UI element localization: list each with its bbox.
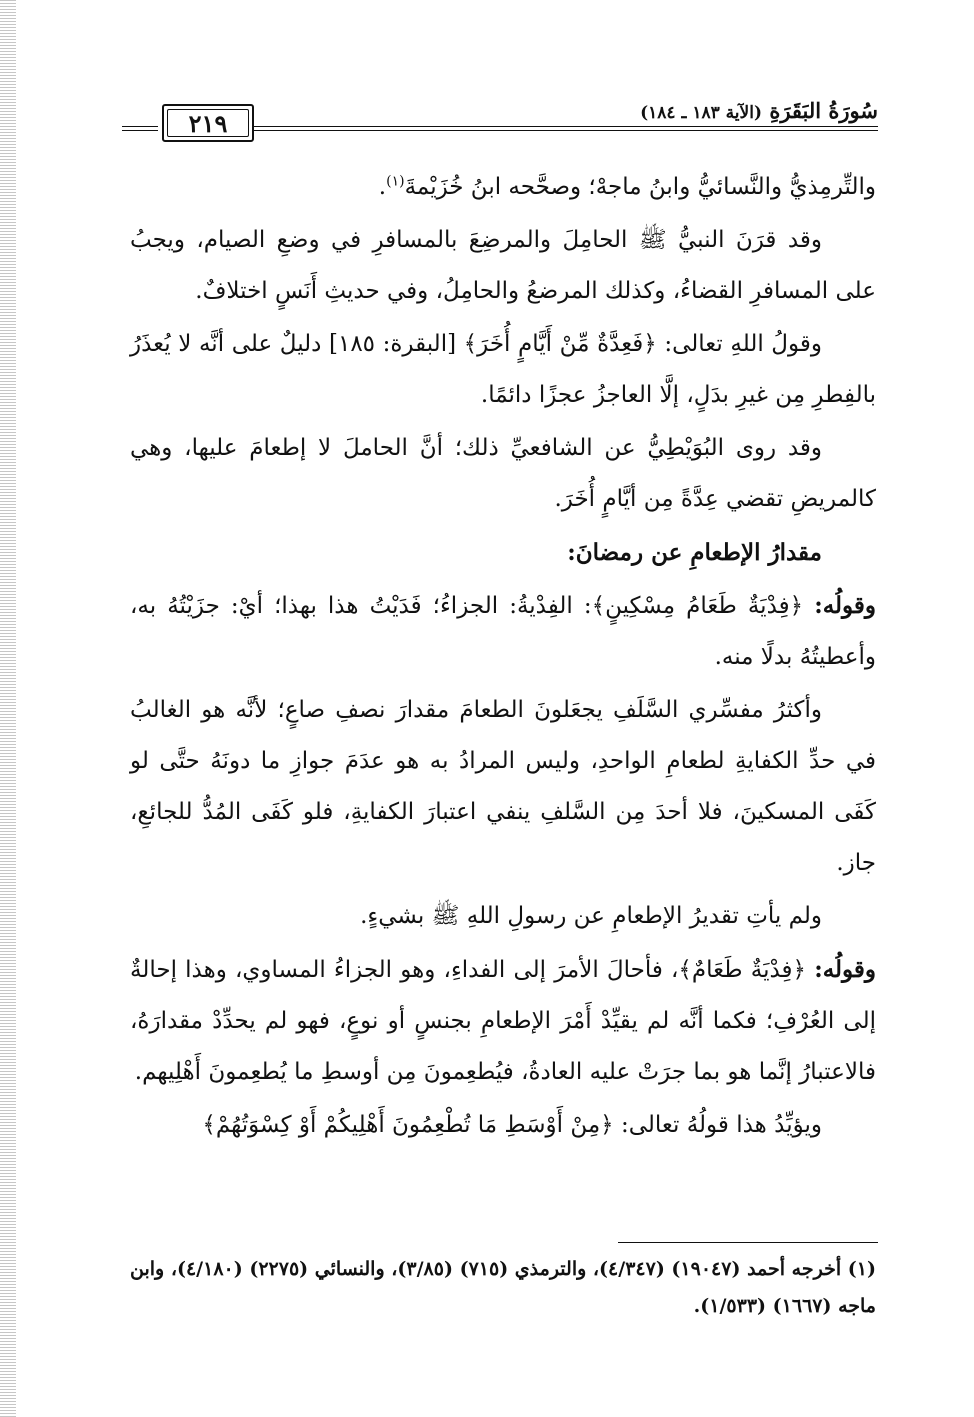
paragraph-5-lead: وقولُه: <box>814 592 877 619</box>
header-rule-top <box>254 126 878 127</box>
paragraph-3: وقولُ اللهِ تعالى: ﴿فَعِدَّةٌ مِّنْ أَيَّامٍ أُخَرَ﴾ [البقرة: ١٨٥] دليلٌ على أنَّه لا يُعذَرُ بالفِطرِ مِن غيرِ بدَلٍ، إلَّا العاجزُ عجزًا دائمًا. <box>130 331 876 408</box>
main-text <box>130 162 876 1151</box>
footnote-marker: (١) <box>386 173 405 190</box>
page-binding-edge <box>0 0 16 1417</box>
paragraph-8-text: ﴿فِدْيَةٌ طَعَامٌ﴾، فأحالَ الأمرَ إلى الفداءِ، وهو الجزاءُ المساوي، وهذا إحالةٌ إلى العُرْفِ؛ فكما أنَّه لم يقيِّدْ أَمْرَ الإطعامِ بجنسٍ أو نوعٍ، فهو لم يحدِّدْ مقدارَهُ، فالاعتبارُ إنَّما هو بما جرَتْ عليه العادةُ، فيُطعِمونَ مِن أوسطِ ما يُطعِمونَ أَهْلِيهم. <box>130 957 876 1085</box>
surah-name: سُورَةُ البَقَرَةِ <box>769 98 878 123</box>
page-number: ٢١٩ <box>188 108 228 138</box>
paragraph-5-text: ﴿فِدْيَةٌ طَعَامُ مِسْكِينٍ﴾: الفِدْيةُ: الجزاءُ؛ فَدَيْتُ هذا بهذا؛ أيْ: جزَيْتُهُ به، وأعطيتُهُ بدلًا منه. <box>130 593 876 670</box>
running-header <box>122 96 878 140</box>
paragraph-7: ولم يأتِ تقديرُ الإطعامِ عن رسولِ اللهِ ﷺ بشيءٍ. <box>360 903 822 929</box>
paragraph-8 <box>130 944 876 1098</box>
paragraph-9: ويؤيِّدُ هذا قولُهُ تعالى: ﴿مِنْ أَوْسَطِ مَا تُطْعِمُونَ أَهْلِيكُمْ أَوْ كِسْوَتُهُمْ﴾ <box>202 1112 822 1138</box>
paragraph-8-lead: وقولُه: <box>814 956 877 983</box>
header-rule-bottom <box>254 130 878 131</box>
footnote-separator <box>618 1242 878 1243</box>
paragraph-4: وقد روى البُوَيْطِيُّ عن الشافعيِّ ذلك؛ أنَّ الحاملَ لا إطعامَ عليها، وهي كالمريضِ تقضي عِدَّةً مِن أيَّامٍ أُخَرَ. <box>130 435 876 512</box>
paragraph-1-text: والتِّرمِذيُّ والنَّسائيُّ وابنُ ماجهْ؛ وصحَّحه ابنُ خُزَيْمةَ <box>404 174 876 200</box>
footnotes <box>130 1251 876 1325</box>
paragraph-2: وقد قرَنَ النبيُّ ﷺ الحامِلَ والمرضِعَ بالمسافرِ في وضعِ الصيام، ويجبُ على المسافرِ القضاءُ، وكذلك المرضعُ والحامِلُ، وفي حديثِ أَنَسٍ اختلافٌ. <box>130 227 876 304</box>
footnote-1: (١) أخرجه أحمد (١٩٠٤٧) (٤/٣٤٧)، والترمذي (٧١٥) (٣/٨٥)، والنسائي (٢٢٧٥) (٤/١٨٠)، وابن ماجه (١٦٦٧) (١/٥٣٣). <box>130 1258 876 1317</box>
paragraph-5 <box>130 580 876 683</box>
surah-title <box>640 98 878 123</box>
verse-range: (الآية ١٨٣ ـ ١٨٤) <box>640 103 762 123</box>
book-page <box>122 96 878 1396</box>
header-side-rule-top <box>122 126 158 127</box>
section-heading: مقدارُ الإطعامِ عن رمضانَ: <box>567 539 822 566</box>
paragraph-6: وأكثرُ مفسِّري السَّلَفِ يجعَلونَ الطعامَ مقدارَ نصفِ صاعٍ؛ لأنَّه هو الغالبُ في حدِّ الكفايةِ لطعامِ الواحدِ، وليس المرادُ به هو عدَمَ جوازِ ما دونَهُ حتَّى لو كَفَى المسكينَ، فلا أحدَ مِن السَّلفِ ينفي اعتبارَ الكفايةِ، فلو كَفَى المُدُّ للجائعِ، جاز. <box>130 697 876 876</box>
page-number-box <box>162 104 254 142</box>
header-side-rule-bottom <box>122 130 158 131</box>
paragraph-1: والتِّرمِذيُّ والنَّسائيُّ وابنُ ماجهْ؛ وصحَّحه ابنُ خُزَيْمةَ$^{(١)}$. <box>378 173 876 200</box>
